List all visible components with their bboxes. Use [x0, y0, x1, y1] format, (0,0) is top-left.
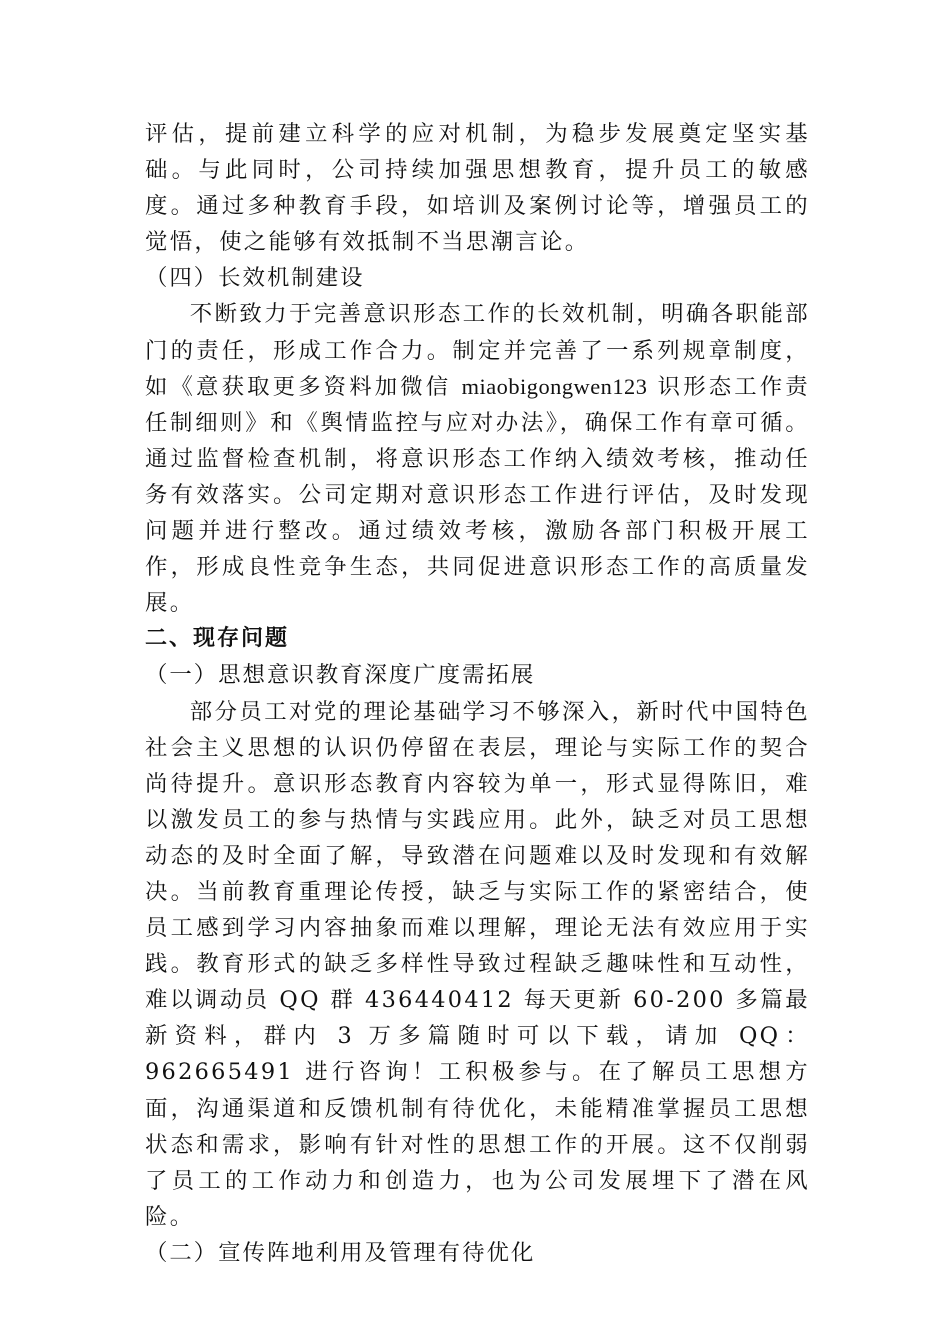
- paragraph-text: 评估，提前建立科学的应对机制，为稳步发展奠定坚实基础。与此同时，公司持续加强思想教育，提升员工的敏感度。通过多种教育手段，如培训及案例讨论等，增强员工的觉悟，使之能够有效抵制不当思潮言论。: [145, 121, 810, 256]
- heading-text: （四）长效机制建设: [145, 265, 365, 292]
- heading-text: （二）宣传阵地利用及管理有待优化: [145, 1239, 536, 1266]
- heading-text: 二、现存问题: [145, 626, 290, 652]
- paragraph-text: 部分员工对党的理论基础学习不够深入，新时代中国特色社会主义思想的认识仍停留在表层，理论与实际工作的契合尚待提升。意识形态教育内容较为单一，形式显得陈旧，难以激发员工的参与热情与实践应用。此外，缺乏对员工思想动态的及时全面了解，导致潜在问题难以及时发现和有效解决。当前教育重理论传授，缺乏与实际工作的紧密结合，使员工感到学习内容抽象而难以理解，理论无法有效应用于实践。教育形式的缺乏多样性导致过程缺乏趣味性和互动性，难以调动员 QQ 群 436440412 每天更新 60-200 多篇最新资料，群内 3 万多篇随时可以下载，请加 QQ：962665491 进行咨询！工积极参与。在了解员工思想方面，沟通渠道和反馈机制有待优化，未能精准掌握员工思想状态和需求，影响有针对性的思想工作的开展。这不仅削弱了员工的工作动力和创造力，也为公司发展埋下了潜在风险。: [145, 698, 810, 1230]
- paragraph-long-term-mechanism: [145, 296, 810, 621]
- heading-publicity-platform: [145, 1235, 810, 1271]
- paragraph-assessment-continuation: [145, 116, 810, 260]
- paragraph-text-part1: 不断致力于完善意识形态工作的长效机制，明确各职能部门的责任，形成工作合力。制定并完善了一系列规章制度，如《意获取更多资料加微信: [145, 301, 810, 400]
- heading-ideological-education: [145, 657, 810, 693]
- paragraph-text-part2: 识形态工作责任制细则》和《舆情监控与应对办法》，确保工作有章可循。通过监督检查机制，将意识形态工作纳入绩效考核，推动任务有效落实。公司定期对意识形态工作进行评估，及时发现问题并进行整改。通过绩效考核，激励各部门积极开展工作，形成良性竞争生态，共同促进意识形态工作的高质量发展。: [145, 373, 810, 617]
- wechat-id-text: miaobigongwen123: [461, 373, 648, 399]
- document-body: [145, 116, 810, 1271]
- heading-text: （一）思想意识教育深度广度需拓展: [145, 662, 536, 689]
- paragraph-ideological-education: [145, 694, 810, 1235]
- heading-long-term-mechanism: [145, 260, 810, 296]
- section-heading-existing-problems: [145, 621, 810, 657]
